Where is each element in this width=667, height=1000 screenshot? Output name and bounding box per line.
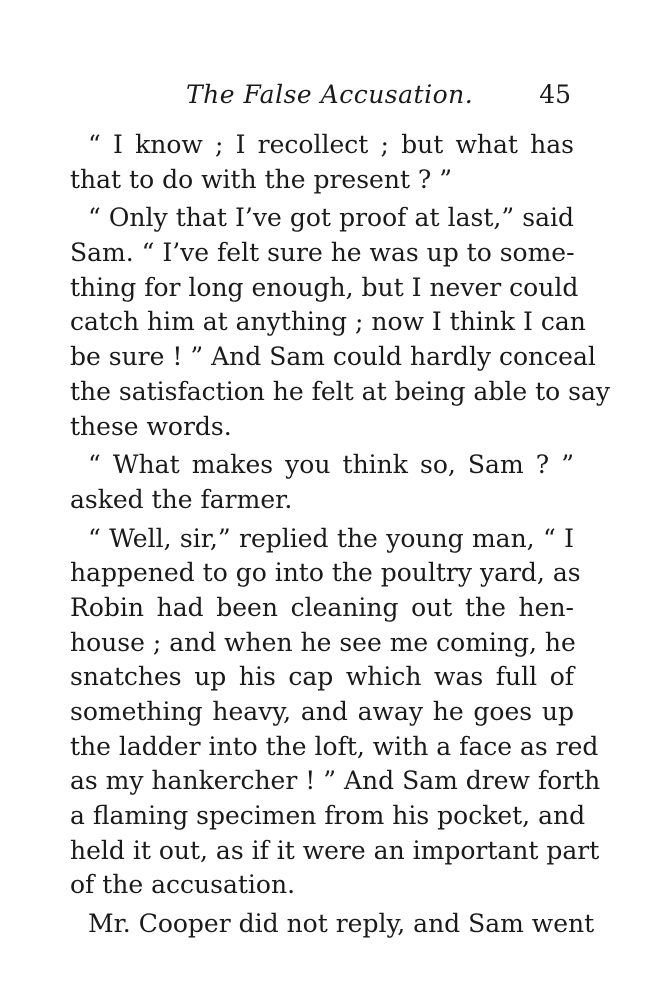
- text-line: snatches up his cap which was full of: [70, 662, 574, 692]
- page-header: [70, 80, 575, 120]
- text-line: as my hankercher ! ” And Sam drew forth: [70, 766, 601, 796]
- text-line: Robin had been cleaning out the hen-: [70, 592, 574, 622]
- text-line: held it out, as if it were an important part: [70, 835, 600, 865]
- text-line: “ Well, sir,” replied the young man, “ I: [88, 523, 574, 553]
- text-line: “ Only that I’ve got proof at last,” said: [88, 203, 574, 233]
- body-text: [70, 128, 610, 942]
- text-line: house ; and when he see me coming, he: [70, 627, 576, 657]
- text-line: the satisfaction he felt at being able to say: [70, 376, 610, 406]
- text-line: thing for long enough, but I never could: [70, 272, 579, 302]
- text-line: “ I know ; I recollect ; but what has: [88, 130, 574, 159]
- text-line: that to do with the present ? ”: [70, 164, 453, 194]
- text-line: happened to go into the poultry yard, as: [70, 558, 581, 588]
- text-line: catch him at anything ; now I think I can: [70, 307, 586, 337]
- text-line: Sam. “ I’ve felt sure he was up to some-: [70, 238, 575, 268]
- page-number: 45: [539, 80, 571, 109]
- text-line: of the accusation.: [70, 870, 296, 900]
- running-title: The False Accusation.: [186, 80, 474, 109]
- text-line: asked the farmer.: [70, 484, 293, 514]
- text-line: something heavy, and away he goes up: [70, 697, 574, 726]
- text-line: a flaming specimen from his pocket, and: [70, 801, 586, 831]
- text-line: these words.: [70, 411, 232, 441]
- text-line: Mr. Cooper did not reply, and Sam went: [88, 909, 595, 939]
- text-line: the ladder into the loft, with a face as red: [70, 731, 599, 761]
- text-line: “ What makes you think so, Sam ? ”: [88, 450, 574, 480]
- text-line: be sure ! ” And Sam could hardly conceal: [70, 342, 596, 372]
